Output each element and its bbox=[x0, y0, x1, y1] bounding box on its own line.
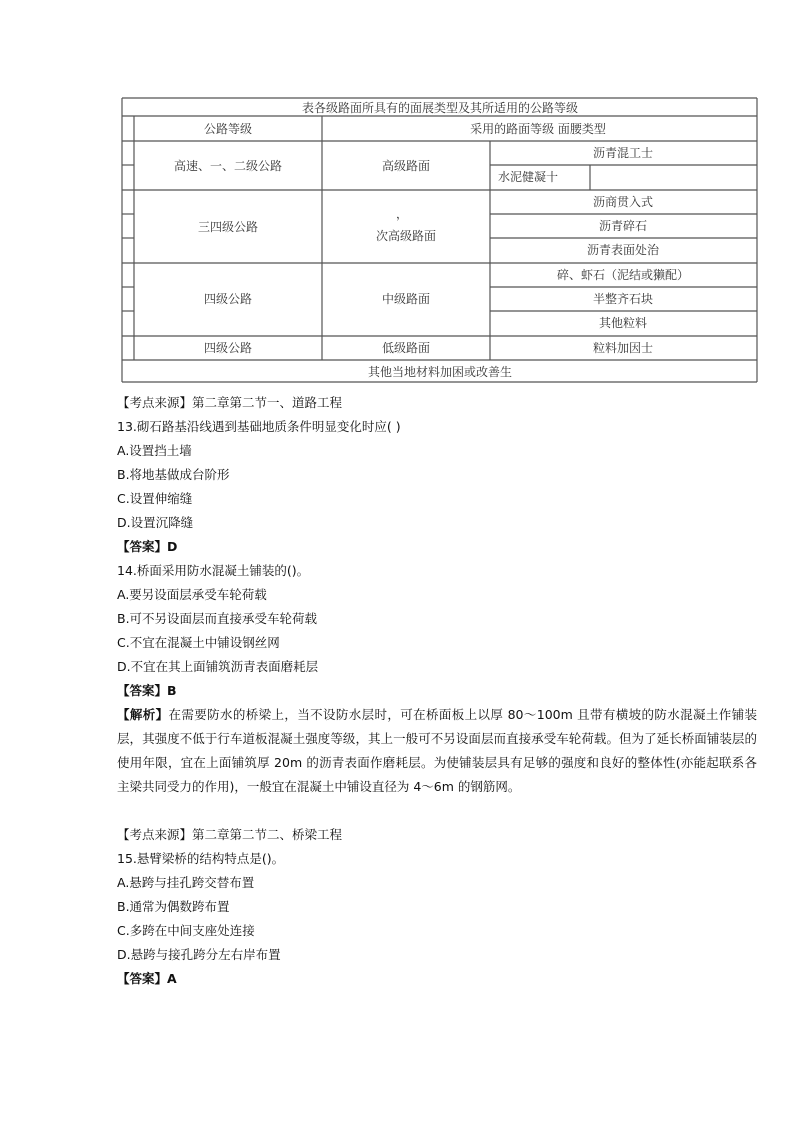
row1-grade: 高速、一、二级公路 bbox=[173, 159, 283, 173]
q15-question: 15.悬臂梁桥的结构特点是()。 bbox=[117, 851, 285, 866]
row3-grade: 四级公路 bbox=[203, 292, 253, 306]
table-grid bbox=[0, 0, 794, 390]
q13-option-c: C.设置伸缩缝 bbox=[117, 491, 193, 506]
row1-type2: 水泥健凝十 bbox=[498, 170, 559, 184]
q14-option-b: B.可不另设面层而直接承受车轮荷载 bbox=[117, 611, 318, 626]
q13-option-a: A.设置挡土墙 bbox=[117, 443, 192, 458]
q14-answer-value: B bbox=[167, 683, 177, 698]
table-title: 表各级路面所具有的面展类型及其所适用的公路等级 bbox=[301, 101, 579, 115]
header-road-grade: 公路等级 bbox=[203, 122, 253, 136]
row3-type3: 其他粒料 bbox=[598, 316, 648, 330]
header-surface-type: 采用的路面等级 面腰类型 bbox=[470, 122, 606, 136]
q14-analysis-text: 在需要防水的桥梁上，当不设防水层时，可在桥面板上以厚 80～100m 且带有横坡的防水混凝土作铺装层，其强度不低于行车道板混凝土强度等级，其上一般可不另设面层而直接承受车轮荷载。但为了延长桥面铺装层的使用年限，宜在上面铺筑厚 20m 的沥青表面作磨耗层。为使铺装层具有足够的强度和良好的整体性(亦能起联系各主梁共同受力的作用)，一般宜在混凝土中铺设直径为 4～6m 的钢筋网。 bbox=[117, 707, 757, 794]
q15-option-b: B.通常为偶数跨布置 bbox=[117, 899, 230, 914]
row2-type3: 沥青表面处治 bbox=[586, 243, 660, 257]
source-line-1: 【考点来源】第二章第二节一、道路工程 bbox=[117, 395, 343, 410]
row1-level: 高级路面 bbox=[381, 159, 431, 173]
q14-option-c: C.不宜在混凝土中铺设钢丝网 bbox=[117, 635, 280, 650]
row2-level: 次高级路面 bbox=[375, 229, 437, 243]
q15-answer-value: A bbox=[167, 971, 177, 986]
q13-question: 13.砌石路基沿线遇到基础地质条件明显变化时应( ) bbox=[117, 419, 401, 434]
row4-type1: 粒料加因士 bbox=[592, 341, 654, 355]
q14-option-a: A.要另设面层承受车轮荷载 bbox=[117, 587, 267, 602]
q14-option-d: D.不宜在其上面铺筑沥青表面磨耗层 bbox=[117, 659, 319, 674]
q14-analysis-label: 【解析】 bbox=[117, 707, 169, 722]
row2-type2: 沥青碎石 bbox=[598, 219, 648, 233]
q15-option-d: D.悬跨与接孔跨分左右岸布置 bbox=[117, 947, 281, 962]
table-footer: 其他当地材料加困或改善生 bbox=[367, 365, 513, 379]
row2-type1: 沥商贯入式 bbox=[592, 195, 654, 209]
source-line-2: 【考点来源】第二章第二节二、桥梁工程 bbox=[117, 827, 343, 842]
row3-type2: 半整齐石块 bbox=[592, 292, 654, 306]
q13-option-d: D.设置沉降缝 bbox=[117, 515, 194, 530]
q14-answer-label: 【答案】 bbox=[117, 683, 168, 698]
row3-level: 中级路面 bbox=[381, 292, 431, 306]
q13-answer bbox=[117, 535, 757, 559]
q13-option-b: B.将地基做成台阶形 bbox=[117, 467, 230, 482]
row2-level-mark: ， bbox=[395, 207, 409, 221]
road-surface-table bbox=[0, 0, 794, 390]
row2-grade: 三四级公路 bbox=[197, 220, 259, 234]
q14-answer bbox=[117, 679, 757, 703]
row4-grade: 四级公路 bbox=[203, 341, 253, 355]
row4-level: 低级路面 bbox=[381, 341, 431, 355]
q14-question: 14.桥面采用防水混凝土铺装的()。 bbox=[117, 563, 310, 578]
q15-option-c: C.多跨在中间支座处连接 bbox=[117, 923, 255, 938]
q15-answer bbox=[117, 967, 757, 991]
row3-type1: 碎、虾石（泥结或獭配） bbox=[556, 268, 690, 282]
q13-answer-label: 【答案】 bbox=[117, 539, 168, 554]
q15-option-a: A.悬跨与挂孔跨交替布置 bbox=[117, 875, 255, 890]
q14-analysis bbox=[117, 703, 757, 799]
row1-type1: 沥青混工士 bbox=[592, 146, 654, 160]
q13-answer-value: D bbox=[167, 539, 178, 554]
q15-answer-label: 【答案】 bbox=[117, 971, 168, 986]
